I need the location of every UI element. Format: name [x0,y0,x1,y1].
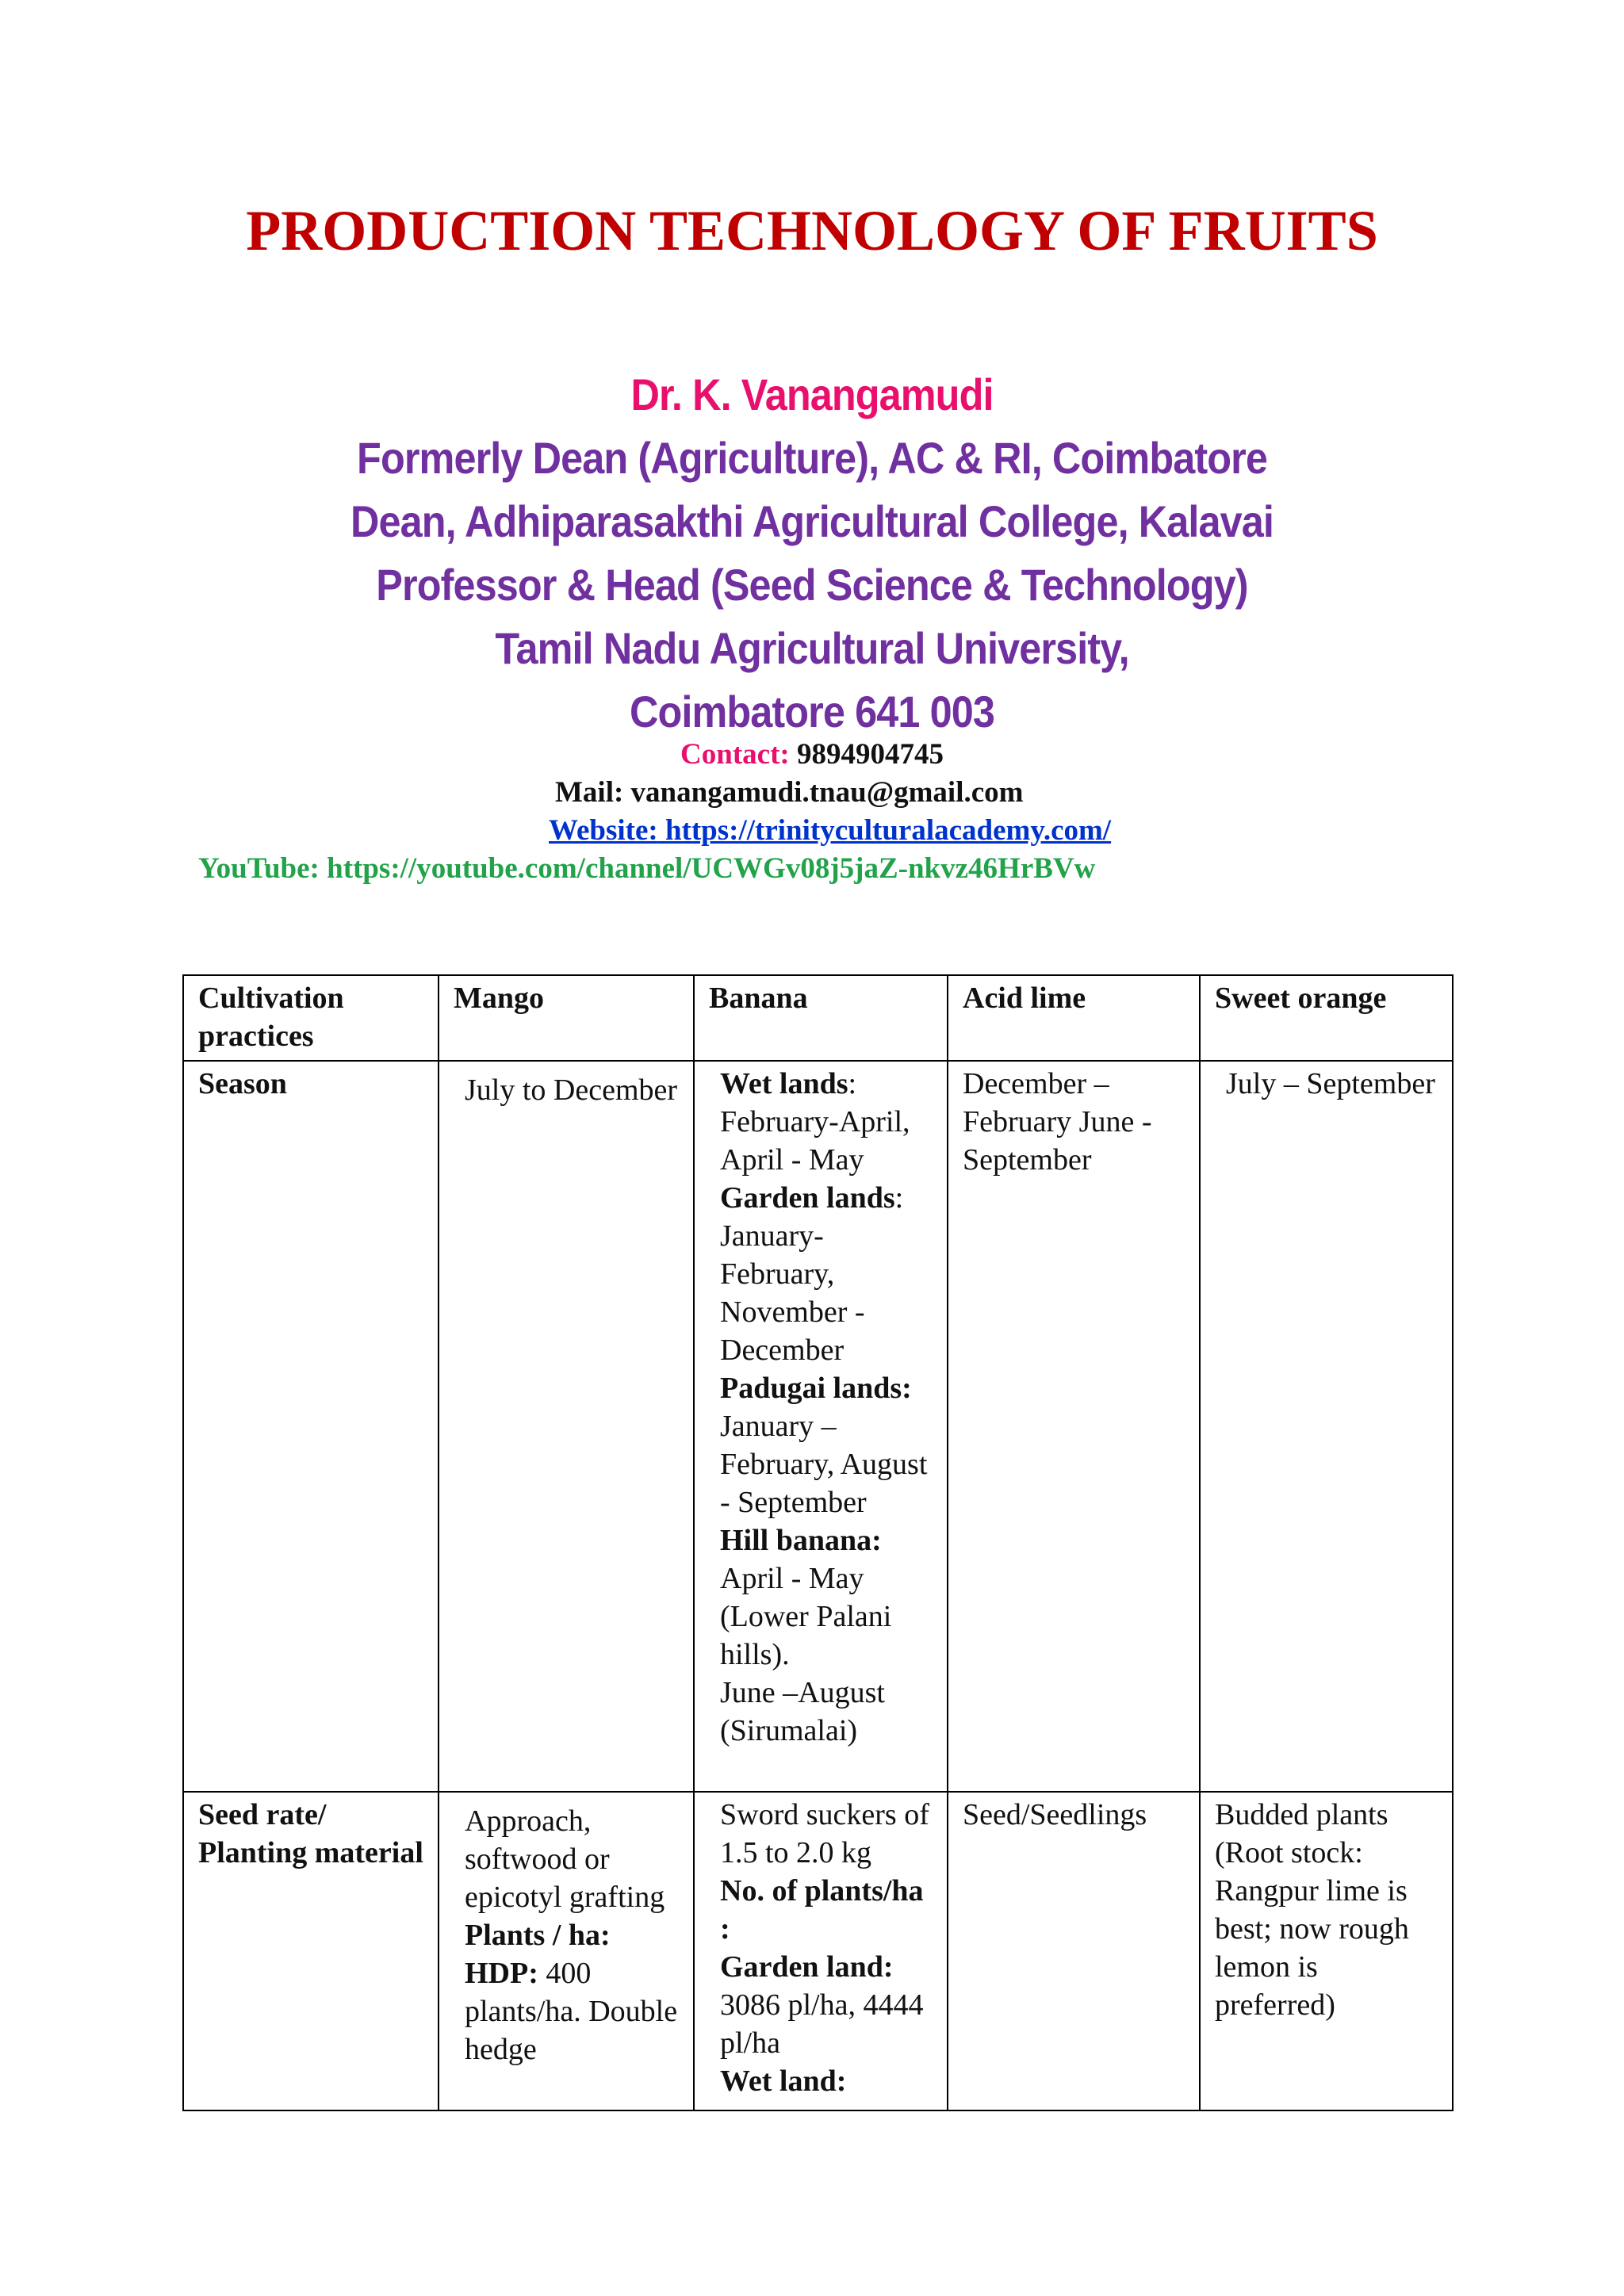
banana-padugai-label: Padugai lands: [720,1372,912,1405]
season-sweet-orange [1200,1061,1453,1792]
author-block [0,363,1624,744]
author-affiliation-2: Dean, Adhiparasakthi Agricultural College, Kalavai [350,496,1274,546]
mango-planting-text: Approach, softwood or epicotyl grafting [465,1804,665,1914]
mango-hdp-text: 400 plants/ha. Double hedge [465,1957,678,2066]
mango-plants-label: Plants / ha: [465,1919,611,1952]
banana-garden-land-text: 3086 pl/ha, 4444 pl/ha [720,1988,924,2060]
banana-sucker-text: Sword suckers of 1.5 to 2.0 kg [720,1798,929,1869]
author-affiliation-4: Tamil Nadu Agricultural University, [495,623,1129,673]
season-mango-text: July to December [465,1073,678,1107]
header-sweet-orange: Sweet orange [1200,975,1453,1061]
banana-garden-text: January-February, November - December [720,1219,865,1367]
seed-rate-acid-lime: Seed/Seedlings [948,1792,1200,2110]
banana-wet-land-label: Wet land: [720,2064,847,2098]
contact-line [0,737,1624,771]
row-label-seed-rate: Seed rate/ Planting material [183,1792,439,2110]
author-name: Dr. K. Vanangamudi [630,369,994,419]
banana-garden-label: Garden lands [720,1181,895,1215]
cultivation-table [182,974,1454,2111]
banana-garden-land-label: Garden land: [720,1950,894,1984]
contact-phone: 9894904745 [796,738,944,771]
banana-hill-label: Hill banana: [720,1524,882,1557]
header-acid-lime: Acid lime [948,975,1200,1061]
mango-hdp-label: HDP: [465,1957,538,1990]
season-acid-lime: December – February June - September [948,1061,1200,1792]
row-label-season: Season [183,1061,439,1792]
table-row-season [183,1061,1453,1792]
banana-padugai-text: January – February, August - September [720,1410,928,1519]
header-banana: Banana [694,975,948,1061]
author-affiliation-5: Coimbatore 641 003 [629,687,995,737]
table-row-seed-rate [183,1792,1453,2110]
banana-hill-text: April - May (Lower Palani hills). [720,1562,892,1671]
author-affiliation-1: Formerly Dean (Agriculture), AC & RI, Coimbatore [357,433,1267,483]
mail-line: Mail: vanangamudi.tnau@gmail.com [555,776,1024,809]
youtube-line: YouTube: https://youtube.com/channel/UCWGv08j5jaZ-nkvz46HrBVw [198,852,1096,885]
season-banana: Wet lands: February-April, April - May Garden lands: January-February, November - December Padugai lands: January – February, August - September Hill banana: April - May (Lower Palani hills). June –August (Sirumalai) [694,1061,948,1792]
header-mango: Mango [439,975,694,1061]
season-mango [439,1061,694,1792]
header-cultivation-practices: Cultivation practices [183,975,439,1061]
document-title: PRODUCTION TECHNOLOGY OF FRUITS [246,199,1378,262]
banana-hill-text-2: June –August (Sirumalai) [720,1676,885,1747]
website-line[interactable] [549,813,1111,848]
website-link[interactable]: https://trinityculturalacademy.com/ [665,814,1112,847]
season-sweet-orange-text: July – September [1226,1067,1435,1100]
contact-label: Contact: [680,738,790,771]
banana-wet-label: Wet lands [720,1067,848,1100]
seed-rate-banana [694,1792,948,2110]
author-affiliation-3: Professor & Head (Seed Science & Technology) [376,560,1248,610]
table-header-row [183,975,1453,1061]
banana-wet-text: February-April, April - May [720,1105,910,1177]
website-label[interactable]: Website: [549,814,658,847]
banana-plants-label: No. of plants/ha : [720,1874,924,1946]
seed-rate-sweet-orange: Budded plants (Root stock: Rangpur lime is best; now rough lemon is preferred) [1200,1792,1453,2110]
seed-rate-mango [439,1792,694,2110]
